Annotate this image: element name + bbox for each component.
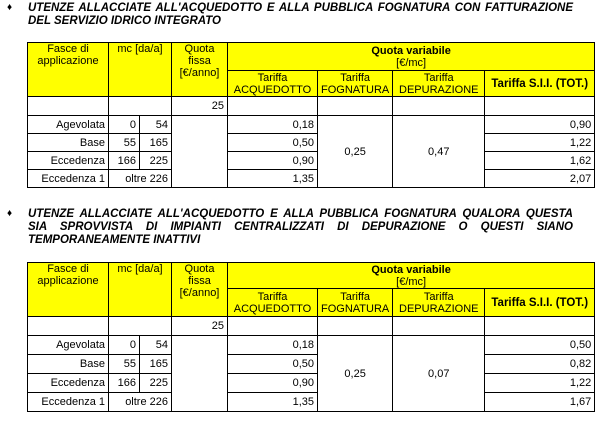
empty-cell — [318, 97, 393, 116]
tot-cell: 1,22 — [485, 134, 595, 152]
header-fasce: Fasce di applicazione — [28, 263, 109, 317]
mc-da-cell: 0 — [109, 336, 140, 355]
fascia-cell: Agevolata — [28, 116, 109, 134]
header-quota-fissa: Quota fissa [€/anno] — [172, 263, 228, 317]
tot-cell: 1,22 — [485, 374, 595, 393]
tot-cell: 1,62 — [485, 152, 595, 170]
fascia-cell: Agevolata — [28, 336, 109, 355]
header-sii: Tariffa S.I.I. (TOT.) — [485, 289, 595, 317]
header-sii: Tariffa S.I.I. (TOT.) — [485, 71, 595, 97]
empty-cell — [318, 317, 393, 336]
acquedotto-cell: 0,90 — [228, 152, 318, 170]
mc-da-cell: 166 — [109, 152, 140, 170]
empty-cell — [28, 97, 109, 116]
table-row — [28, 170, 595, 188]
fascia-cell: Eccedenza 1 — [28, 170, 109, 188]
fascia-cell: Eccedenza 1 — [28, 393, 109, 412]
header-quota-variabile — [228, 43, 595, 71]
section-1-title: UTENZE ALLACCIATE ALL'ACQUEDOTTO E ALLA PUBBLICA FOGNATURA CON FATTURAZIONE DEL SERVIZIO IDRICO INTEGRATO — [28, 2, 573, 27]
tot-cell: 2,07 — [485, 170, 595, 188]
mc-da-cell: 55 — [109, 134, 140, 152]
empty-cell — [393, 97, 485, 116]
header-quota-variabile — [228, 263, 595, 289]
empty-cell — [28, 317, 109, 336]
empty-cell — [393, 317, 485, 336]
acquedotto-cell: 1,35 — [228, 170, 318, 188]
quota-fissa-value: 25 — [172, 97, 228, 116]
quota-variabile-unit: [€/mc] — [396, 56, 427, 69]
bullet-icon: ♦ — [7, 208, 13, 219]
tot-cell: 0,82 — [485, 355, 595, 374]
empty-cell — [109, 97, 172, 116]
tariff-table-1 — [27, 42, 595, 188]
header-quota-fissa: Quota fissa [€/anno] — [172, 43, 228, 97]
acquedotto-cell: 0,50 — [228, 355, 318, 374]
mc-a-cell: 54 — [140, 116, 172, 134]
tot-cell: 0,90 — [485, 116, 595, 134]
acquedotto-cell: 0,18 — [228, 336, 318, 355]
tariff-table-2 — [27, 262, 595, 412]
empty-cell — [109, 317, 172, 336]
mc-a-cell: 165 — [140, 134, 172, 152]
header-fasce: Fasce di applicazione — [28, 43, 109, 97]
table-row — [28, 393, 595, 412]
quota-variabile-unit: [€/mc] — [396, 275, 427, 288]
mc-a-cell: 54 — [140, 336, 172, 355]
table-row — [28, 134, 595, 152]
mc-oltre-cell: oltre 226 — [109, 393, 172, 412]
quota-variabile-label: Quota variabile — [371, 263, 451, 276]
header-depurazione: Tariffa DEPURAZIONE — [393, 71, 485, 97]
table-row — [28, 355, 595, 374]
table-row — [28, 116, 595, 134]
fognatura-value: 0,25 — [318, 336, 393, 412]
fognatura-value: 0,25 — [318, 116, 393, 188]
fascia-cell: Base — [28, 134, 109, 152]
table-row — [28, 152, 595, 170]
depurazione-value: 0,47 — [393, 116, 485, 188]
acquedotto-cell: 1,35 — [228, 393, 318, 412]
mc-da-cell: 166 — [109, 374, 140, 393]
acquedotto-cell: 0,90 — [228, 374, 318, 393]
empty-cell — [228, 317, 318, 336]
empty-cell — [228, 97, 318, 116]
fascia-cell: Eccedenza — [28, 374, 109, 393]
fascia-cell: Eccedenza — [28, 152, 109, 170]
depurazione-value: 0,07 — [393, 336, 485, 412]
tot-cell: 0,50 — [485, 336, 595, 355]
quota-fissa-blank — [172, 116, 228, 188]
tot-cell: 1,67 — [485, 393, 595, 412]
header-depurazione: Tariffa DEPURAZIONE — [393, 289, 485, 317]
quota-variabile-label: Quota variabile — [371, 44, 451, 57]
table-row — [28, 336, 595, 355]
section-2-title: UTENZE ALLACCIATE ALL'ACQUEDOTTO E ALLA PUBBLICA FOGNATURA QUALORA QUESTA SIA SPROVVISTA DI IMPIANTI CENTRALIZZATI DI DEPURAZIONE O QUESTI SIANO TEMPORANEAMENTE INATTIVI — [28, 208, 573, 246]
empty-cell — [485, 97, 595, 116]
empty-cell — [485, 317, 595, 336]
table-row — [28, 374, 595, 393]
acquedotto-cell: 0,50 — [228, 134, 318, 152]
mc-a-cell: 165 — [140, 355, 172, 374]
bullet-icon: ♦ — [7, 2, 13, 13]
acquedotto-cell: 0,18 — [228, 116, 318, 134]
header-acquedotto: Tariffa ACQUEDOTTO — [228, 71, 318, 97]
quota-fissa-value: 25 — [172, 317, 228, 336]
mc-oltre-cell: oltre 226 — [109, 170, 172, 188]
header-acquedotto: Tariffa ACQUEDOTTO — [228, 289, 318, 317]
quota-fissa-blank — [172, 336, 228, 412]
header-mc: mc [da/a] — [109, 43, 172, 97]
mc-da-cell: 0 — [109, 116, 140, 134]
mc-a-cell: 225 — [140, 374, 172, 393]
header-fognatura: Tariffa FOGNATURA — [318, 71, 393, 97]
fascia-cell: Base — [28, 355, 109, 374]
mc-da-cell: 55 — [109, 355, 140, 374]
mc-a-cell: 225 — [140, 152, 172, 170]
header-mc: mc [da/a] — [109, 263, 172, 317]
header-fognatura: Tariffa FOGNATURA — [318, 289, 393, 317]
